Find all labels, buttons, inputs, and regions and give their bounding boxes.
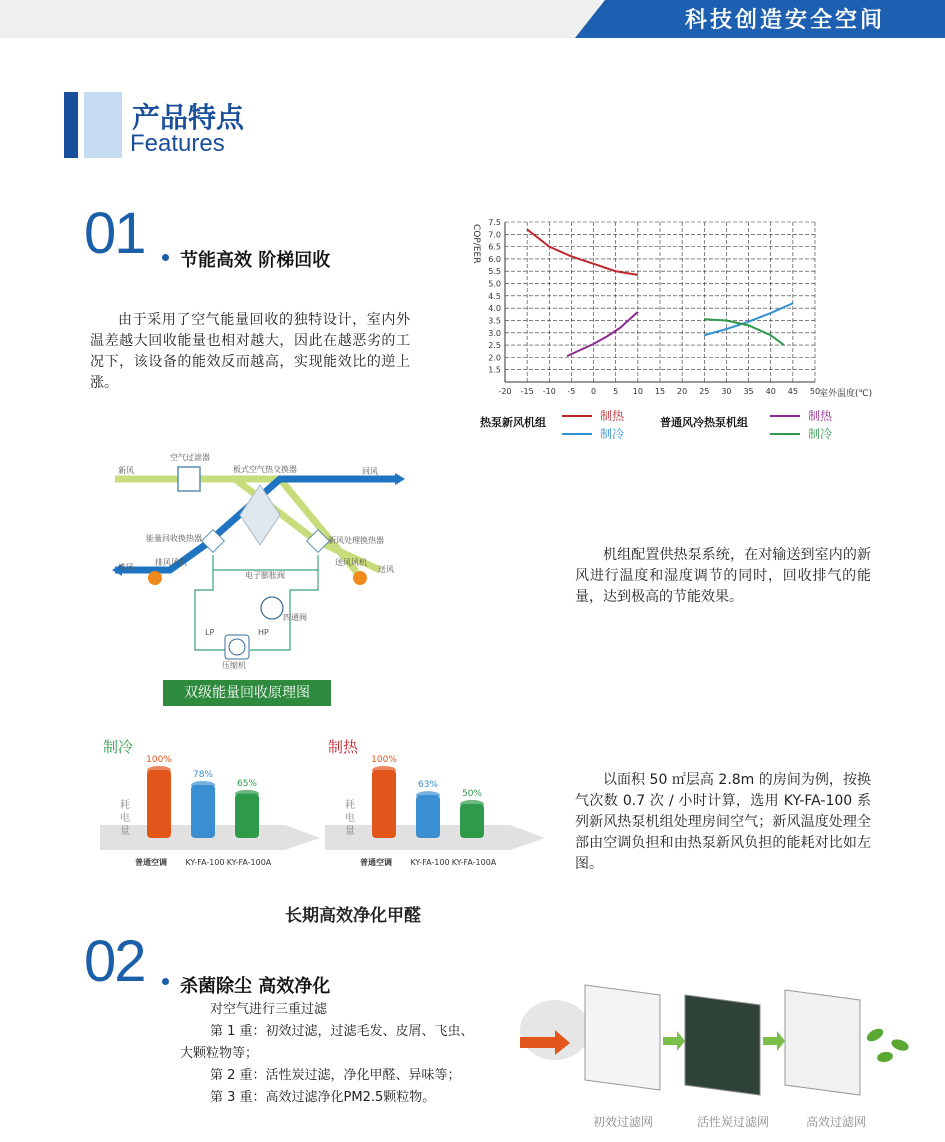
y-tick-label: 3.5 [488, 316, 501, 326]
air-filter-box [178, 467, 200, 491]
bar-category-label: KY-FA-100 [410, 858, 450, 867]
label-exhaust: 排风 [118, 563, 134, 572]
label-exp-valve: 电子膨胀阀 [245, 571, 285, 580]
section2-title: 杀菌除尘 高效净化 [180, 976, 331, 997]
four-way-valve-icon [261, 597, 283, 619]
label-fresh-air: 新风 [118, 466, 134, 475]
bar-value-label: 100% [371, 755, 397, 765]
legend-group-name: 普通风冷热泵机组 [660, 416, 748, 429]
header-accent-bar [64, 92, 78, 158]
y-tick-label: 1.5 [488, 365, 501, 375]
primary-filter-panel [585, 985, 660, 1090]
bar [416, 795, 440, 838]
heating-bar-chart [320, 730, 550, 880]
x-tick-label: 45 [787, 387, 798, 396]
y-tick-label: 3.0 [488, 328, 501, 338]
bar [235, 794, 259, 838]
label-four-way-valve: 四通阀 [283, 613, 307, 622]
bar-cap [460, 800, 484, 808]
return-arrow [395, 473, 405, 485]
bar-cap [147, 766, 171, 774]
label-supply: 送风 [378, 565, 394, 574]
filter-line-4: 第 2 重：活性炭过滤，净化甲醛、异味等； [210, 1068, 461, 1083]
x-tick-label: 35 [743, 387, 754, 396]
bar-cap [372, 766, 396, 774]
leaf-icon [890, 1037, 910, 1053]
label-compressor: 压缩机 [222, 661, 246, 670]
label-exhaust-fan: 排风风机 [155, 558, 187, 567]
y-tick-label: 6.0 [488, 254, 501, 264]
header-accent-block [84, 92, 122, 158]
label-energy-recovery-hx: 能量回收换热器 [146, 534, 202, 543]
filter-caption-primary: 初效过滤网 [593, 1115, 654, 1129]
label-fresh-air-hx: 新风处理换热器 [328, 536, 384, 545]
x-tick-label: 50 [809, 387, 821, 396]
y-tick-label: 7.0 [488, 230, 501, 240]
bar-value-label: 100% [146, 755, 172, 765]
exhaust-fan-icon [148, 571, 162, 585]
x-tick-label: 15 [654, 387, 666, 396]
bar-chart-ylabel: 电 [345, 813, 355, 824]
energy-comparison-description: 以面积 50 ㎡层高 2.8m 的房间为例，按换气次数 0.7 次 / 小时计算，选用 KY-FA-100 系列新风热泵机组处理房间空气；新风温度处理全部由空调负担和由热泵新风负担的能耗对比如左图。 [575, 772, 871, 872]
fresh-air-path [115, 479, 355, 570]
bar-value-label: 50% [461, 789, 483, 799]
supply-fan-icon [353, 571, 367, 585]
y-tick-label: 2.5 [488, 341, 501, 351]
y-tick-label: 2.0 [488, 353, 501, 363]
bar-category-label: 普通空调 [135, 858, 167, 867]
leaf-icon [876, 1051, 893, 1064]
y-tick-label: 5.0 [488, 279, 501, 289]
bar [372, 770, 396, 838]
hepa-filter-panel [785, 990, 860, 1095]
heat-pump-description: 机组配置供热泵系统，在对输送到室内的新风进行温度和湿度调节的同时，回收排气的能量，达到极高的节能效果。 [575, 547, 871, 605]
legend-label: 制冷 [600, 427, 625, 441]
bar-value-label: 63% [417, 780, 439, 791]
x-tick-label: -5 [567, 387, 576, 396]
x-axis-label: 室外温度(℃) [819, 389, 873, 399]
x-tick-label: 10 [632, 387, 643, 396]
bar-cap [416, 791, 440, 799]
flow-arrow-2 [763, 1031, 785, 1051]
filter-line-5: 第 3 重：高效过滤净化PM2.5颗粒物。 [210, 1090, 436, 1105]
filter-line-2: 第 1 重：初效过滤，过滤毛发、皮屑、飞虫、 [210, 1024, 474, 1039]
features-title-en: Features [130, 130, 225, 157]
bar [191, 785, 215, 838]
bar-chart-title: 制热 [328, 738, 359, 756]
legend-label: 制热 [600, 409, 625, 423]
series-line [567, 312, 638, 356]
bar [147, 770, 171, 838]
carbon-filter-panel [685, 995, 760, 1095]
x-tick-label: -10 [542, 387, 556, 396]
filter-caption-hepa: 高效过滤网 [806, 1115, 867, 1129]
x-tick-label: 20 [677, 387, 688, 396]
label-hp: HP [258, 628, 269, 637]
bar-category-label: KY-FA-100A [226, 858, 272, 867]
legend-label: 制冷 [808, 427, 833, 441]
section1-title: 节能高效 阶梯回收 [180, 250, 331, 271]
x-tick-label: 30 [721, 387, 732, 396]
leaf-icon [865, 1026, 886, 1044]
label-plate-hx: 板式空气热交换器 [233, 465, 297, 474]
banner-title: 科技创造安全空间 [684, 8, 885, 33]
x-tick-label: -20 [498, 387, 512, 396]
filters-illustration [515, 975, 935, 1115]
bar-chart-ylabel: 耗 [345, 800, 355, 811]
plate-heat-exchanger [240, 485, 280, 545]
label-lp: LP [205, 628, 215, 637]
banner-left-strip [0, 0, 600, 38]
series-line [527, 229, 638, 275]
label-air-filter: 空气过滤器 [170, 453, 210, 462]
y-tick-label: 4.0 [488, 304, 501, 314]
y-tick-label: 4.5 [488, 291, 501, 301]
bar-cap [235, 790, 259, 798]
x-tick-label: 25 [699, 387, 710, 396]
bar-cap [191, 781, 215, 789]
bar-chart-ylabel: 耗 [120, 800, 130, 811]
bar-chart-ylabel: 量 [120, 826, 130, 837]
bar-chart-ylabel: 量 [345, 826, 355, 837]
label-return-air: 回风 [362, 467, 378, 476]
filter-line-3: 大颗粒物等； [180, 1046, 259, 1061]
features-title-cn: 产品特点 [132, 101, 245, 134]
y-tick-label: 5.5 [488, 267, 501, 277]
y-tick-label: 6.5 [488, 242, 501, 252]
x-tick-label: -15 [520, 387, 534, 396]
filter-line-1: 对空气进行三重过滤 [210, 1002, 328, 1017]
bar-category-label: 普通空调 [360, 858, 392, 867]
section-number-01: 01 [84, 201, 145, 266]
y-axis-label: COP/EER [471, 224, 481, 264]
bar-chart-ylabel: 电 [120, 813, 130, 824]
section-number-02: 02 [84, 929, 145, 994]
cooling-bar-chart [95, 730, 325, 880]
bar-category-label: KY-FA-100 [185, 858, 225, 867]
bar-value-label: 65% [236, 778, 258, 789]
section-dot [162, 254, 169, 261]
legend-label: 制热 [808, 409, 833, 423]
cop-line-chart [460, 210, 900, 450]
label-supply-fan: 送风风机 [335, 558, 367, 567]
section-dot-2 [162, 978, 169, 985]
y-tick-label: 7.5 [488, 218, 501, 227]
flow-arrow-1 [663, 1031, 685, 1051]
x-tick-label: 5 [613, 387, 619, 396]
x-tick-label: 0 [591, 387, 597, 396]
legend-group-name: 热泵新风机组 [480, 416, 546, 429]
section1-description: 由于采用了空气能量回收的独特设计，室内外温差越大回收能量也相对越大，因此在越恶劣的工况下，该设备的能效反而越高，实现能效比的逆上涨。 [90, 312, 410, 391]
bar-category-label: KY-FA-100A [451, 858, 497, 867]
bar-chart-title: 制冷 [103, 738, 134, 756]
filter-caption-carbon: 活性炭过滤网 [697, 1115, 770, 1129]
diagram-caption: 双级能量回收原理图 [163, 680, 331, 706]
bar [460, 804, 484, 838]
formaldehyde-title: 长期高效净化甲醛 [285, 906, 421, 926]
x-tick-label: 40 [765, 387, 776, 396]
bar-value-label: 78% [192, 769, 214, 780]
